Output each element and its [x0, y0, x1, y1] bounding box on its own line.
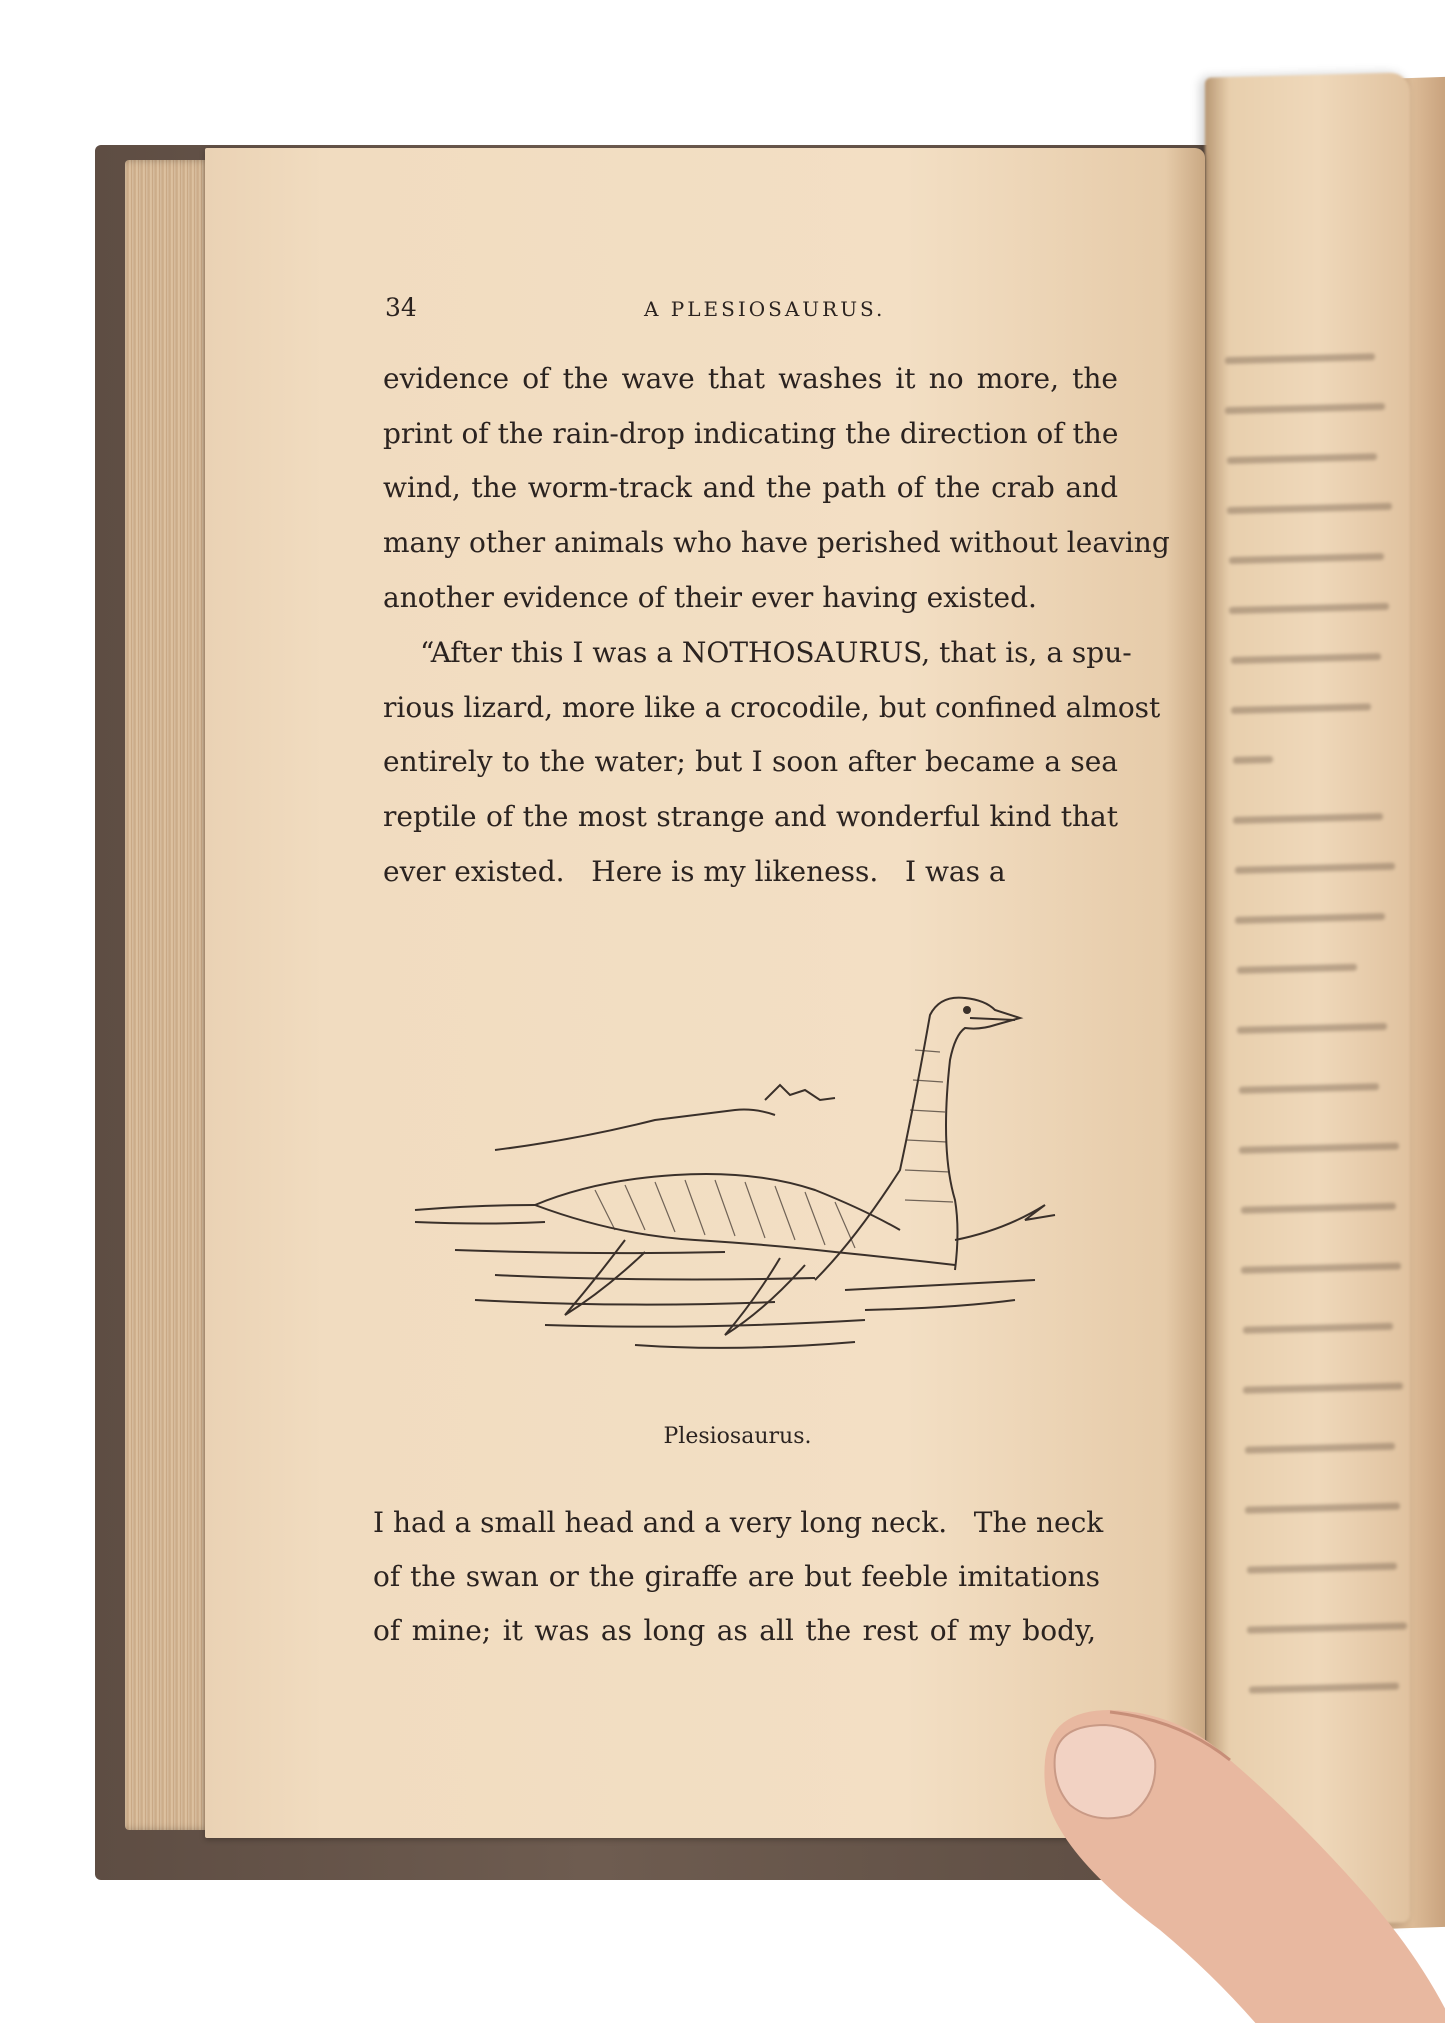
text-line: evidence of the wave that washes it no more, the [383, 362, 1118, 395]
text-line: “After this I was a NOTHOSAURUS, that is, a spu- [420, 636, 1132, 669]
text-line: entirely to the water; but I soon after became a sea [383, 745, 1118, 778]
text-line: print of the rain-drop indicating the direction of the [383, 417, 1119, 450]
page-number: 34 [385, 293, 417, 322]
text-line: of mine; it was as long as all the rest of my body, [373, 1614, 1096, 1647]
figure-caption: Plesiosaurus. [663, 1424, 812, 1449]
thumb [1040, 1700, 1445, 2023]
text-line: many other animals who have perished without leaving [383, 526, 1170, 559]
plesiosaurus-illustration [395, 990, 1075, 1370]
text-line: reptile of the most strange and wonderful kind that [383, 800, 1118, 833]
right-page-blurred [1205, 72, 1410, 1927]
text-line: rious lizard, more like a crocodile, but confined almost [383, 691, 1161, 724]
text-line: I had a small head and a very long neck. The neck [373, 1506, 1104, 1539]
page-block-edges [125, 160, 210, 1830]
text-line: wind, the worm-track and the path of the crab and [383, 471, 1118, 504]
text-line: another evidence of their ever having existed. [383, 581, 1037, 614]
text-line: ever existed. Here is my likeness. I was a [383, 855, 1006, 888]
running-head: A PLESIOSAURUS. [644, 297, 886, 321]
text-line: of the swan or the giraffe are but feeble imitations [373, 1560, 1100, 1593]
